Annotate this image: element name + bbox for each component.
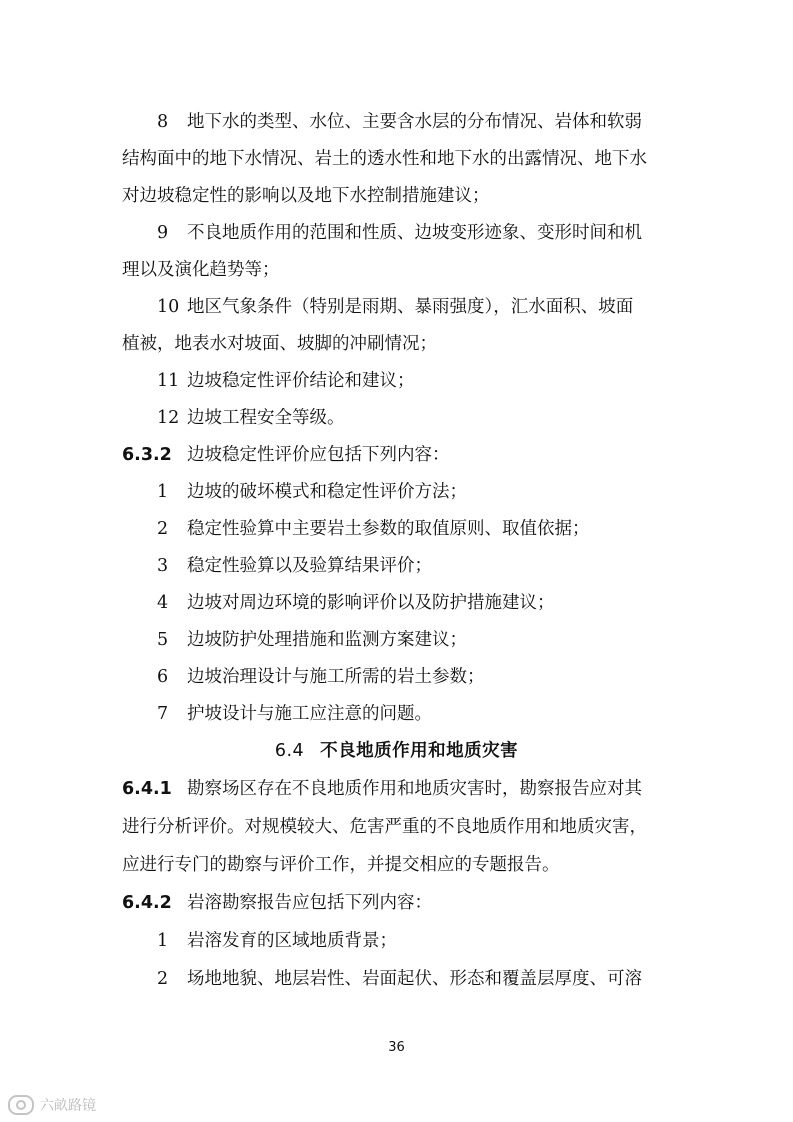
clause-number: 6.4.1 bbox=[122, 779, 172, 799]
clause-6-4-1-line-3: 应进行专门的勘察与评价工作，并提交相应的专题报告。 bbox=[122, 855, 560, 875]
clause-number: 6.3.2 bbox=[122, 445, 172, 465]
clause-6-3-2-item-2: 2 稳定性验算中主要岩土参数的取值原则、取值依据； bbox=[157, 519, 590, 539]
list-item-11: 11 边坡稳定性评价结论和建议； bbox=[157, 371, 415, 391]
clause-number: 6.4.2 bbox=[122, 893, 172, 913]
list-item-9-line-1: 9 不良地质作用的范围和性质、边坡变形迹象、变形时间和机 bbox=[157, 223, 642, 243]
list-item-8-line-2: 结构面中的地下水情况、岩土的透水性和地下水的出露情况、地下水 bbox=[122, 149, 647, 169]
clause-6-3-2-item-4: 4 边坡对周边环境的影响评价以及防护措施建议； bbox=[157, 593, 555, 613]
clause-6-3-2-item-7: 7 护坡设计与施工应注意的问题。 bbox=[157, 704, 432, 724]
clause-6-4-2-item-2: 2 场地地貌、地层岩性、岩面起伏、形态和覆盖层厚度、可溶 bbox=[157, 969, 642, 989]
list-item-10-line-2: 植被，地表水对坡面、坡脚的冲刷情况； bbox=[122, 334, 437, 354]
clause-6-4-1-line-2: 进行分析评价。对规模较大、危害严重的不良地质作用和地质灾害， bbox=[122, 817, 647, 837]
clause-6-3-2-item-1: 1 边坡的破坏模式和稳定性评价方法； bbox=[157, 482, 467, 502]
page-number: 36 bbox=[388, 1040, 405, 1055]
clause-6-4-2-item-1: 1 岩溶发育的区域地质背景； bbox=[157, 931, 397, 951]
section-title: 不良地质作用和地质灾害 bbox=[320, 741, 519, 761]
list-item-8-line-1: 8 地下水的类型、水位、主要含水层的分布情况、岩体和软弱 bbox=[157, 112, 642, 132]
list-item-10-line-1: 10 地区气象条件（特别是雨期、暴雨强度），汇水面积、坡面 bbox=[157, 297, 634, 317]
clause-6-3-2: 6.3.2 边坡稳定性评价应包括下列内容： bbox=[122, 445, 450, 465]
list-item-9-line-2: 理以及演化趋势等； bbox=[122, 260, 280, 280]
section-heading-6-4 bbox=[0, 739, 793, 763]
clause-6-4-1-line-1: 6.4.1 勘察场区存在不良地质作用和地质灾害时，勘察报告应对其 bbox=[122, 779, 642, 799]
watermark-text: 六畝路镜 bbox=[40, 1098, 96, 1114]
clause-6-3-2-item-6: 6 边坡治理设计与施工所需的岩土参数； bbox=[157, 667, 485, 687]
list-item-12: 12 边坡工程安全等级。 bbox=[157, 408, 345, 428]
section-number: 6.4 bbox=[274, 741, 305, 761]
watermark-logo-icon bbox=[8, 1095, 34, 1115]
list-item-8-line-3: 对边坡稳定性的影响以及地下水控制措施建议； bbox=[122, 186, 490, 206]
clause-6-3-2-item-5: 5 边坡防护处理措施和监测方案建议； bbox=[157, 630, 467, 650]
clause-6-4-2: 6.4.2 岩溶勘察报告应包括下列内容： bbox=[122, 893, 432, 913]
clause-6-3-2-item-3: 3 稳定性验算以及验算结果评价； bbox=[157, 556, 432, 576]
watermark bbox=[8, 1095, 96, 1115]
